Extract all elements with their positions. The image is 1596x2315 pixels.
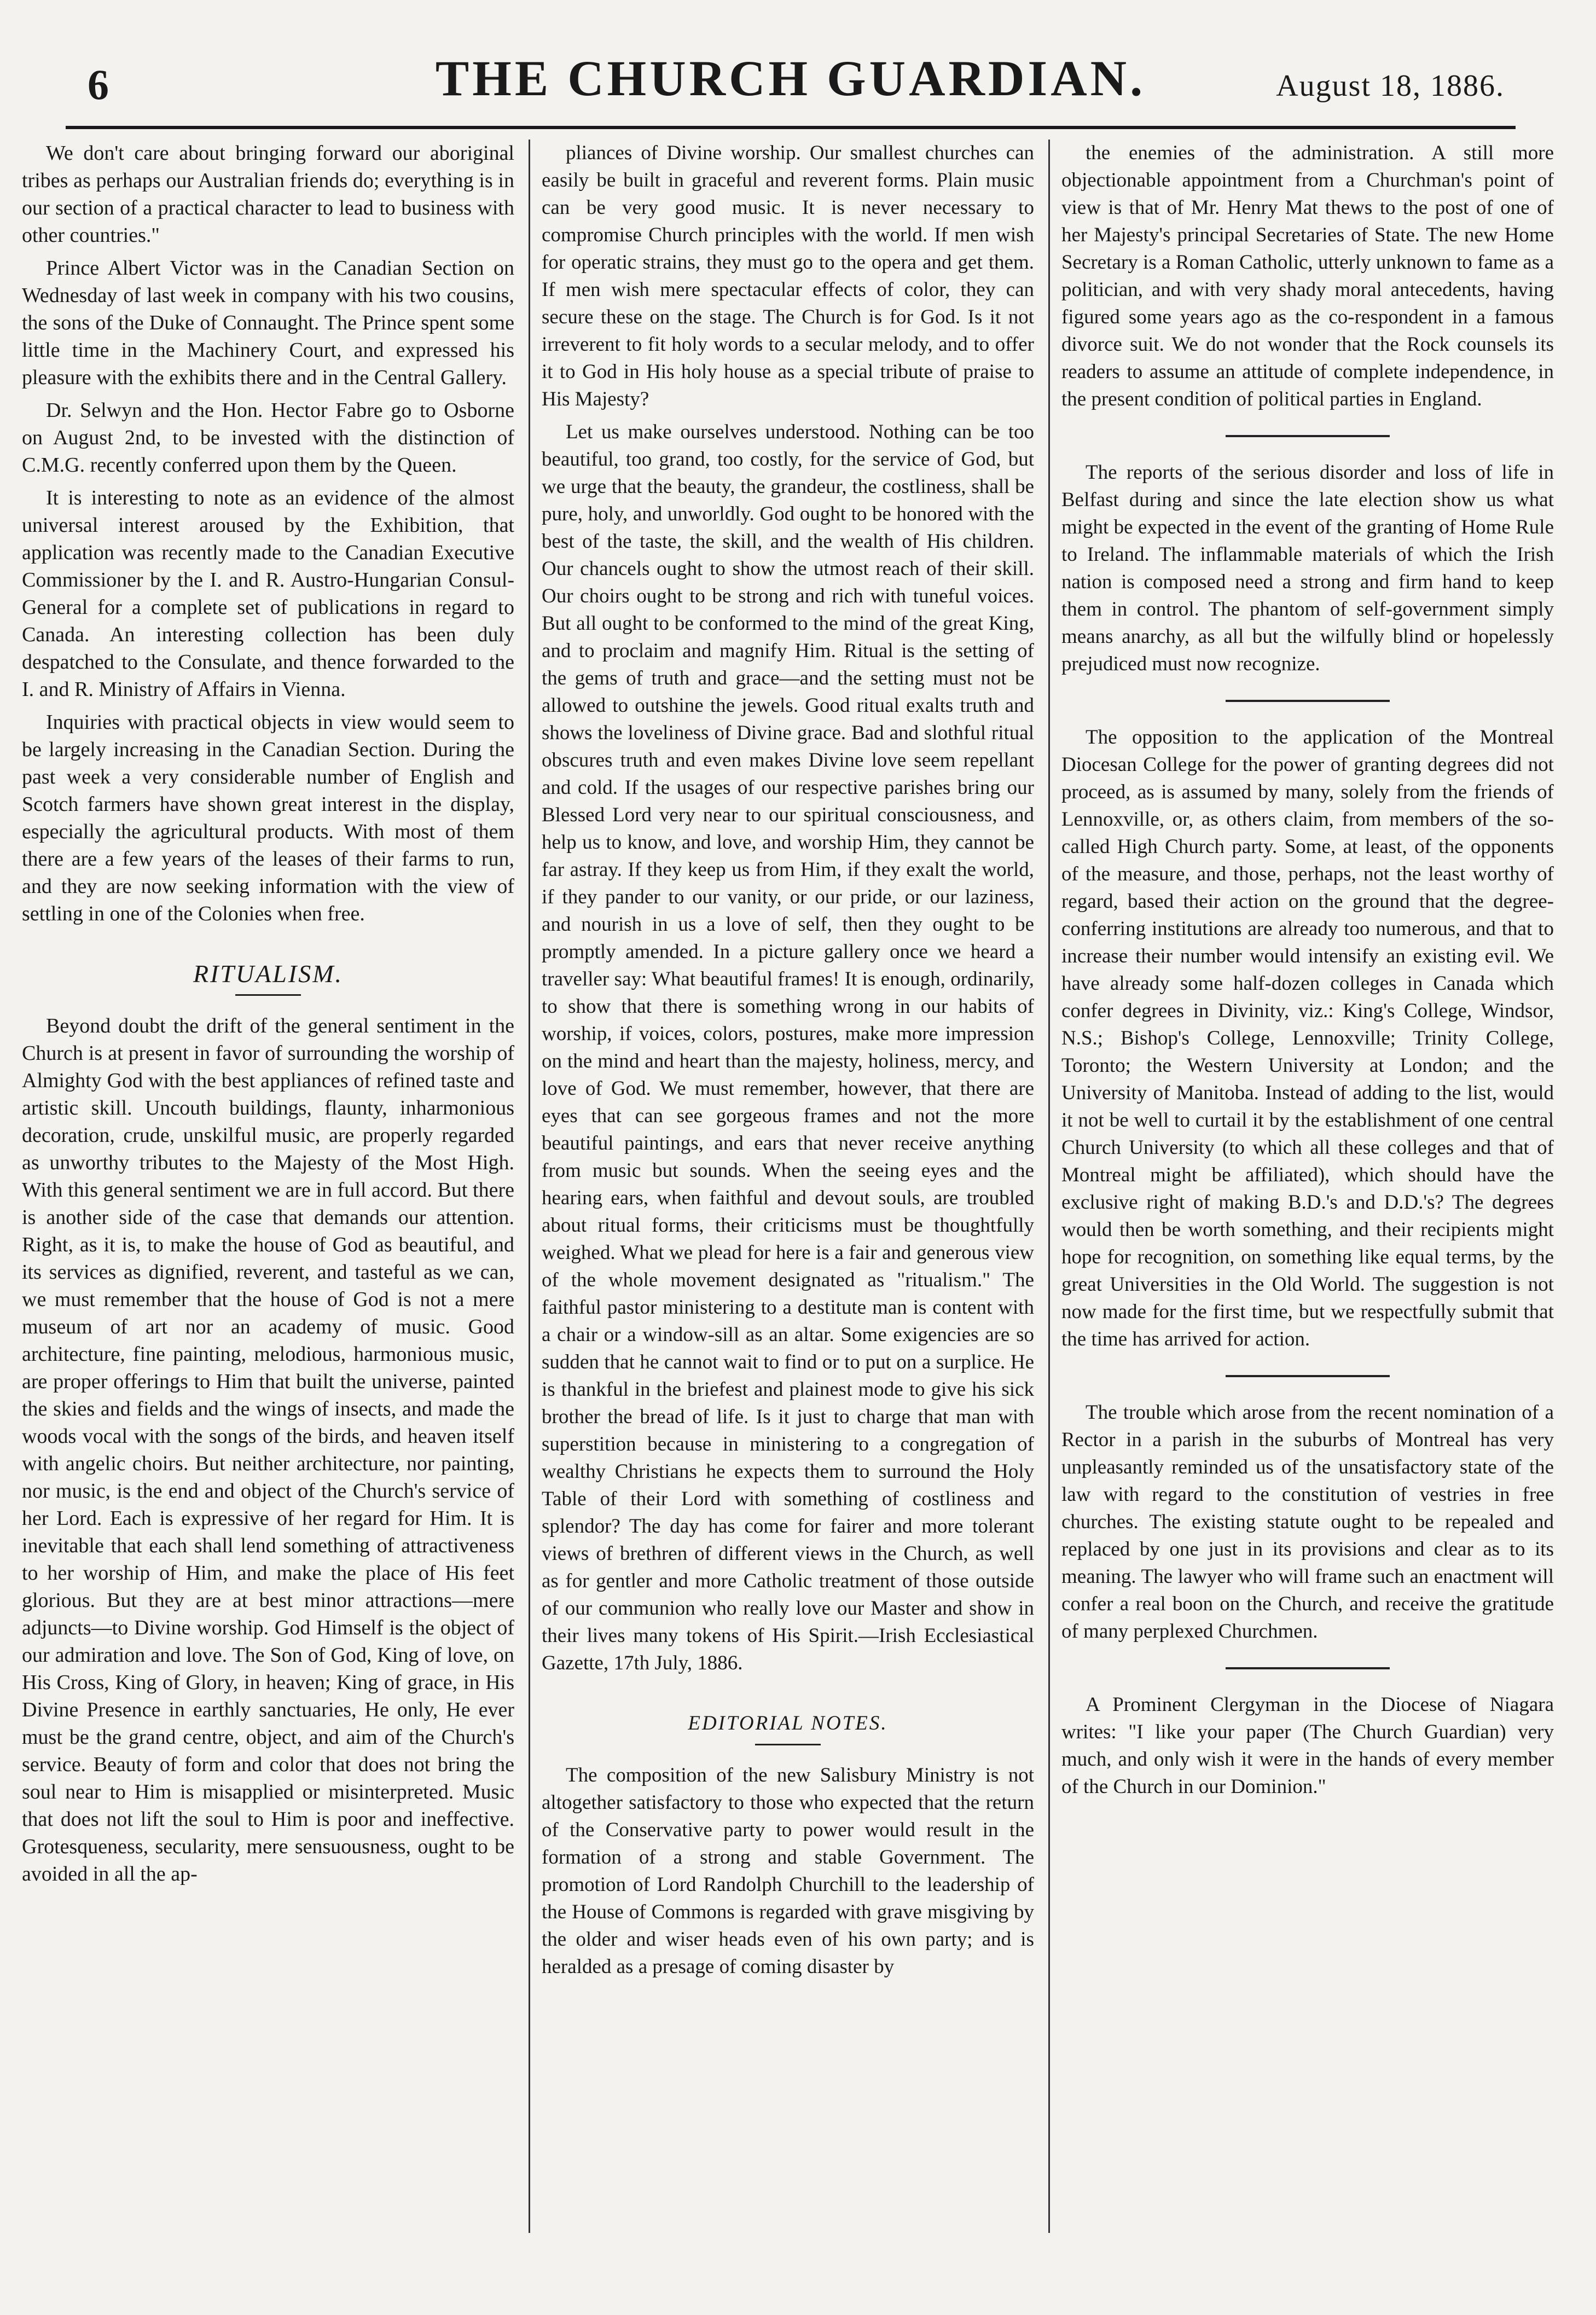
newspaper-title: THE CHURCH GUARDIAN. [435, 50, 1146, 106]
paragraph: The reports of the serious disorder and loss of life in Belfast during and since the late election show us what might be expected in the event of the granting of Home Rule to Ireland. The inflammable materials of which the Irish nation is composed need a strong and firm hand to keep them in control. The phantom of self-government simply means anarchy, as all but the wilfully blind or hopelessly prejudiced must now recognize. [1061, 461, 1554, 675]
paragraph: The opposition to the application of the Montreal Diocesan College for the power of granting degrees did not proceed, as is assumed by many, solely from the friends of Lennoxville, or, as others claim, from members of the so-called High Church party. Some, at least, of the opponents of the measure, and those, perhaps, not the least worthy of regard, based their action on the ground that the degree-conferring institutions are already too numerous, and that to increase their number would intensify an existing evil. We have already some half-dozen colleges in Canada which confer degrees in Divinity, viz.: King's College, Windsor, N.S.; Bishop's College, Lennoxville; Trinity College, Toronto; the Western University at London; and the University of Manitoba. Instead of adding to the list, would it not be well to curtail it by the establishment of one central Church University (to which all these colleges and that of Montreal might be affiliated), which should have the exclusive right of making B.D.'s and D.D.'s? The degrees would then be worth something, and their recipients might hope for recognition, on something like equal terms, by the great Universities in the Old World. The suggestion is not now made for the first time, but we respectfully submit that the time has arrived for action. [1061, 726, 1554, 1350]
section-heading-editorial-notes: EDITORIAL NOTES. [688, 1712, 888, 1734]
column-3 [1061, 140, 1554, 2233]
divider [1226, 700, 1390, 702]
paragraph: We don't care about bringing forward our aboriginal tribes as perhaps our Australian friends do; everything is in our section of a practical character to lead to business with other countries." [22, 142, 514, 247]
section-heading-ritualism: RITUALISM. [193, 960, 344, 988]
paragraph: the enemies of the administration. A still more objectionable appointment from a Churchman's point of view is that of Mr. Henry Mat thews to the post of one of her Majesty's principal Secretaries of State. The new Home Secretary is a Roman Catholic, utterly unknown to fame as a politician, and with very shady moral antecedents, having figured some years ago as the co-respondent in a famous divorce suit. We do not wonder that the Rock counsels its readers to assume an attitude of complete independence, in the present condition of political parties in England. [1061, 142, 1554, 410]
paragraph: Inquiries with practical objects in view would seem to be largely increasing in the Canadian Section. During the past week a very considerable number of English and Scotch farmers have shown great interest in the display, especially the agricultural products. With most of them there are a few years of the leases of their farms to run, and they are now seeking information with the view of settling in one of the Colonies when free. [22, 711, 514, 925]
paragraph: The composition of the new Salisbury Ministry is not altogether satisfactory to those who expected that the return of the Conservative party to power would result in the formation of a strong and stable Government. The promotion of Lord Randolph Churchill to the leadership of the House of Commons is regarded with grave misgiving by the older and wiser heads even of his own party; and is heralded as a presage of coming disaster by [542, 1764, 1034, 1978]
column-rule [529, 140, 530, 2233]
heading-rule [755, 1744, 821, 1745]
paragraph: Prince Albert Victor was in the Canadian Section on Wednesday of last week in company with his two cousins, the sons of the Duke of Connaught. The Prince spent some little time in the Machinery Court, and expressed his pleasure with the exhibits there and in the Central Gallery. [22, 257, 514, 389]
paragraph: pliances of Divine worship. Our smallest churches can easily be built in graceful and reverent forms. Plain music can be very good music. It is never necessary to compromise Church principles with the world. If men wish for operatic strains, they must go to the opera and get them. If men wish mere spectacular effects of color, they can secure these on the stage. The Church is for God. Is it not irreverent to fit holy words to a secular melody, and to offer it to God in His holy house as a special tribute of praise to His Majesty? [542, 142, 1034, 410]
heading-rule [235, 994, 301, 996]
paragraph: Beyond doubt the drift of the general sentiment in the Church is at present in favor of surrounding the worship of Almighty God with the best appliances of refined taste and artistic skill. Uncouth buildings, flaunty, inharmonious decoration, crude, unskilful music, are properly regarded as unworthy tributes to the Majesty of the Most High. With this general sentiment we are in full accord. But there is another side of the case that demands our attention. Right, as it is, to make the house of God as beautiful, and its services as dignified, reverent, and tasteful as we can, we must remember that the house of God is not a mere museum of art nor an academy of music. Good architecture, fine painting, melodious, harmonious music, are proper offerings to Him that built the universe, painted the skies and fields and the wings of insects, and made the woods vocal with the songs of the birds, and heaven itself with angelic choirs. But neither architecture, nor painting, nor music, is the end and object of the Church's service of her Lord. Each is expressive of her regard for Him. It is inevitable that each shall lend something of attractiveness to her worship of Him, and make the place of His feet glorious. But they are at best minor attractions—mere adjuncts—to Divine worship. God Himself is the object of our admiration and love. The Son of God, King of love, on His Cross, King of Glory, in heaven; King of grace, in His Divine Presence in earthly sanctuaries, He only, He ever must be the grand centre, object, and aim of the Church's service. Beauty of form and color that does not bring the soul near to Him is misapplied or misinterpreted. Music that does not lift the soul to Him is poor and ineffective. Grotesqueness, secularity, mere sensuousness, ought to be avoided in all the ap- [22, 1014, 514, 1885]
paragraph: A Prominent Clergyman in the Diocese of Niagara writes: "I like your paper (The Church Guardian) very much, and only wish it were in the hands of every member of the Church in our Dominion." [1061, 1693, 1554, 1798]
masthead [66, 16, 1516, 129]
paragraph: The trouble which arose from the recent nomination of a Rector in a parish in the suburbs of Montreal has very unpleasantly reminded us of the unsatisfactory state of the law with regard to the constitution of vestries in free churches. The existing statute ought to be repealed and replaced by one just in its provisions and clear as to its meaning. The lawyer who will frame such an enactment will confer a real boon on the Church, and receive the gratitude of many perplexed Churchmen. [1061, 1401, 1554, 1643]
column-1 [22, 140, 514, 2233]
paragraph: It is interesting to note as an evidence of the almost universal interest aroused by the Exhibition, that application was recently made to the Canadian Executive Commissioner by the I. and R. Austro-Hungarian Consul-General for a complete set of publications in regard to Canada. An interesting collection has been duly despatched to the Consulate, and thence forwarded to the I. and R. Ministry of Affairs in Vienna. [22, 486, 514, 701]
issue-date: August 18, 1886. [1276, 69, 1505, 103]
page-number: 6 [88, 61, 109, 108]
column-2 [542, 140, 1034, 2233]
paragraph: Let us make ourselves understood. Nothing can be too beautiful, too grand, too costly, for the service of God, but we urge that the beauty, the grandeur, the costliness, shall be pure, holy, and unworldly. God ought to be honored with the best of the taste, the skill, and the wealth of His children. Our chancels ought to show the utmost reach of their skill. Our choirs ought to be strong and rich with tuneful voices. But all ought to be conformed to the mind of the great King, and to proclaim and magnify Him. Ritual is the setting of the gems of truth and grace—and the setting must not be allowed to outshine the jewels. Good ritual exalts truth and shows the loveliness of Divine grace. Bad and slothful ritual obscures truth and even makes Divine love seem repellant and cold. If the usages of our respective parishes bring our Blessed Lord very near to our spiritual consciousness, and help us to know, and love, and worship Him, they cannot be far astray. If they keep us from Him, if they exalt the world, if they pander to our vanity, or our pride, or our laziness, and nourish in us a love of self, then they ought to be promptly amended. In a picture gallery once we heard a traveller say: What beautiful frames! It is enough, ordinarily, to show that there is something wrong in our habits of worship, if voices, colors, postures, make more impression on the mind and heart than the majesty, holiness, mercy, and love of God. We must remember, however, that there are eyes that can see gorgeous frames and not the more beautiful paintings, and ears that never receive anything from music but sounds. When the seeing eyes and the hearing ears, when faithful and devout souls, are troubled about ritual forms, their criticisms must be thoughtfully weighed. What we plead for here is a fair and generous view of the whole movement designated as "ritualism." The faithful pastor ministering to a destitute man is content with a chair or a window-sill as an altar. Some exigencies are so sudden that he cannot wait to find or to put on a surplice. He is thankful in the briefest and plainest mode to give his sick brother the bread of life. Is it just to charge that man with superstition because in ministering to a congregation of wealthy Christians he expects them to surround the Holy Table of their Lord with something of costliness and splendor? The day has come for fairer and more tolerant views of brethren of different views in the Church, as well as for gentler and more Catholic treatment of those outside of our communion who really love our Master and show in their lives many tokens of His Spirit.—Irish Ecclesiastical Gazette, 17th July, 1886. [542, 421, 1034, 1674]
divider [1226, 1375, 1390, 1377]
divider [1226, 435, 1390, 437]
divider [1226, 1667, 1390, 1669]
paragraph: Dr. Selwyn and the Hon. Hector Fabre go to Osborne on August 2nd, to be invested with the distinction of C.M.G. recently conferred upon them by the Queen. [22, 399, 514, 477]
column-rule [1048, 140, 1050, 2233]
